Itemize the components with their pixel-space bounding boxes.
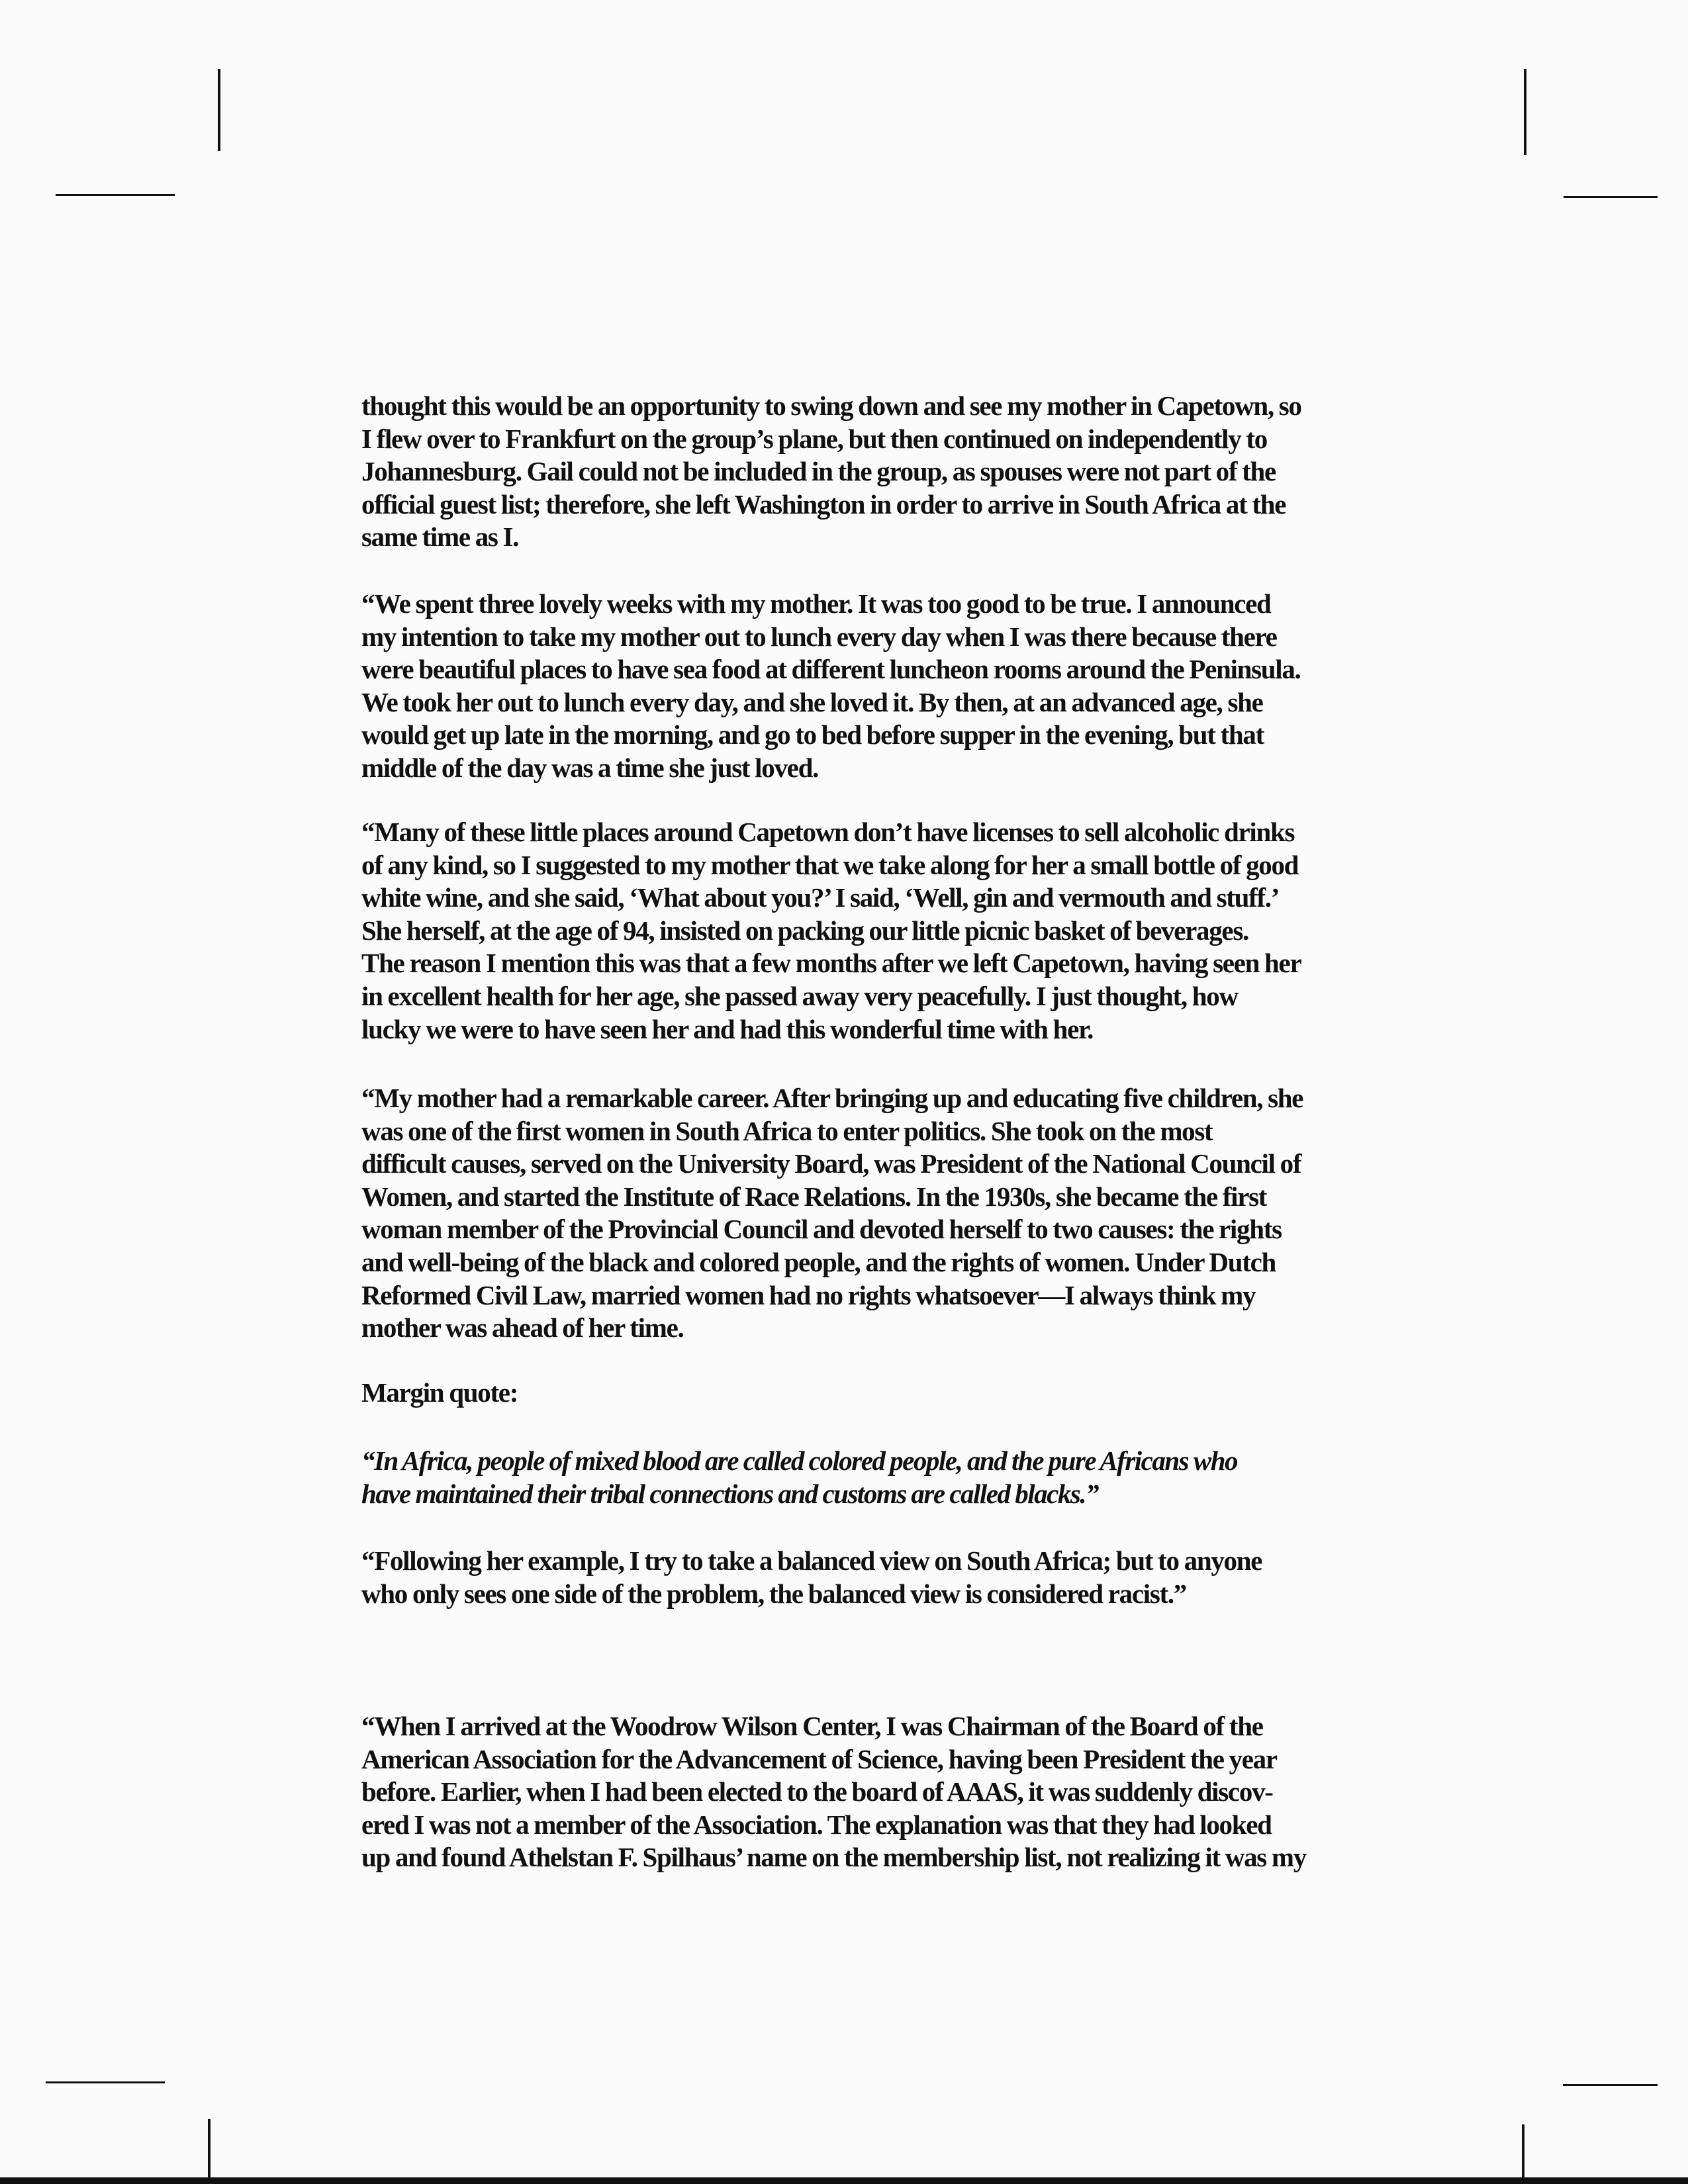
text-line: I flew over to Frankfurt on the group’s plane, but then continued on independently to (361, 423, 1267, 454)
paragraph-career (361, 1082, 1394, 1345)
text-line: was one of the first women in South Africa to enter politics. She took on the most (361, 1115, 1213, 1146)
crop-mark-top-left-vertical (218, 69, 220, 151)
text-line: American Association for the Advancement of Science, having been President the year (361, 1743, 1277, 1774)
text-line: She herself, at the age of 94, insisted on packing our little picnic basket of beverages. (361, 915, 1248, 946)
text-line: difficult causes, served on the University Board, was President of the National Council of (361, 1148, 1301, 1179)
text-line: were beautiful places to have sea food at different luncheon rooms around the Peninsula. (361, 654, 1301, 685)
text-line: The reason I mention this was that a few months after we left Capetown, having seen her (361, 948, 1301, 979)
crop-mark-top-right-horizontal (1564, 196, 1658, 198)
text-line: “Following her example, I try to take a balanced view on South Africa; but to anyone (361, 1545, 1262, 1576)
text-line: Women, and started the Institute of Race Relations. In the 1930s, she became the first (361, 1181, 1267, 1212)
crop-mark-top-right-vertical (1524, 69, 1526, 155)
text-line: would get up late in the morning, and go to bed before supper in the evening, but that (361, 719, 1264, 751)
paragraph-three-weeks (361, 588, 1394, 785)
text-line: lucky we were to have seen her and had this wonderful time with her. (361, 1013, 1094, 1044)
paragraph-margin-label (361, 1377, 1394, 1410)
text-line: woman member of the Provincial Council and devoted herself to two causes: the rights (361, 1214, 1282, 1245)
paragraph-trip (361, 390, 1394, 554)
text-line: ered I was not a member of the Association. The explanation was that they had looked (361, 1809, 1272, 1840)
text-line: We took her out to lunch every day, and she loved it. By then, at an advanced age, she (361, 686, 1263, 717)
text-line: and well-being of the black and colored people, and the rights of women. Under Dutch (361, 1246, 1276, 1277)
text-line: before. Earlier, when I had been elected to the board of AAAS, it was suddenly discov- (361, 1776, 1273, 1807)
text-line: Johannesburg. Gail could not be included in the group, as spouses were not part of the (361, 456, 1276, 487)
text-line: thought this would be an opportunity to swing down and see my mother in Capetown, so (361, 390, 1301, 421)
crop-mark-bottom-left-horizontal (46, 2081, 165, 2083)
crop-mark-bottom-left-vertical (208, 2119, 211, 2177)
text-line: “In Africa, people of mixed blood are called colored people, and the pure Africans who (361, 1445, 1238, 1476)
crop-mark-top-left-horizontal (56, 194, 175, 196)
paragraph-woodrow (361, 1710, 1394, 1874)
text-line: my intention to take my mother out to lunch every day when I was there because there (361, 621, 1277, 652)
paragraph-margin-quote (361, 1445, 1394, 1510)
text-line: “We spent three lovely weeks with my mother. It was too good to be true. I announced (361, 588, 1271, 619)
text-line: have maintained their tribal connections and customs are called blacks.” (361, 1478, 1099, 1509)
text-line: Margin quote: (361, 1377, 518, 1408)
crop-mark-bottom-right-vertical (1522, 2124, 1524, 2177)
text-line: “My mother had a remarkable career. After bringing up and educating five children, she (361, 1083, 1303, 1113)
text-line: middle of the day was a time she just loved. (361, 752, 819, 783)
paragraph-little-places (361, 816, 1394, 1046)
text-line: official guest list; therefore, she left Washington in order to arrive in South Africa at the (361, 488, 1286, 520)
text-line: white wine, and she said, ‘What about you?’ I said, ‘Well, gin and vermouth and stuff.’ (361, 882, 1280, 913)
text-line: same time as I. (361, 522, 519, 553)
text-line: “Many of these little places around Capetown don’t have licenses to sell alcoholic drinks (361, 817, 1295, 847)
scan-edge-bar (0, 2177, 1688, 2184)
text-line: “When I arrived at the Woodrow Wilson Center, I was Chairman of the Board of the (361, 1711, 1263, 1741)
text-line: up and found Athelstan F. Spilhaus’ name on the membership list, not realizing it was my (361, 1842, 1306, 1873)
paragraph-balanced (361, 1545, 1394, 1610)
text-line: in excellent health for her age, she passed away very peacefully. I just thought, how (361, 980, 1238, 1011)
text-line: who only sees one side of the problem, the balanced view is considered racist.” (361, 1578, 1187, 1609)
text-line: Reformed Civil Law, married women had no rights whatsoever—I always think my (361, 1279, 1256, 1310)
crop-mark-bottom-right-horizontal (1563, 2084, 1658, 2086)
text-line: mother was ahead of her time. (361, 1312, 684, 1343)
text-line: of any kind, so I suggested to my mother that we take along for her a small bottle of good (361, 849, 1299, 880)
